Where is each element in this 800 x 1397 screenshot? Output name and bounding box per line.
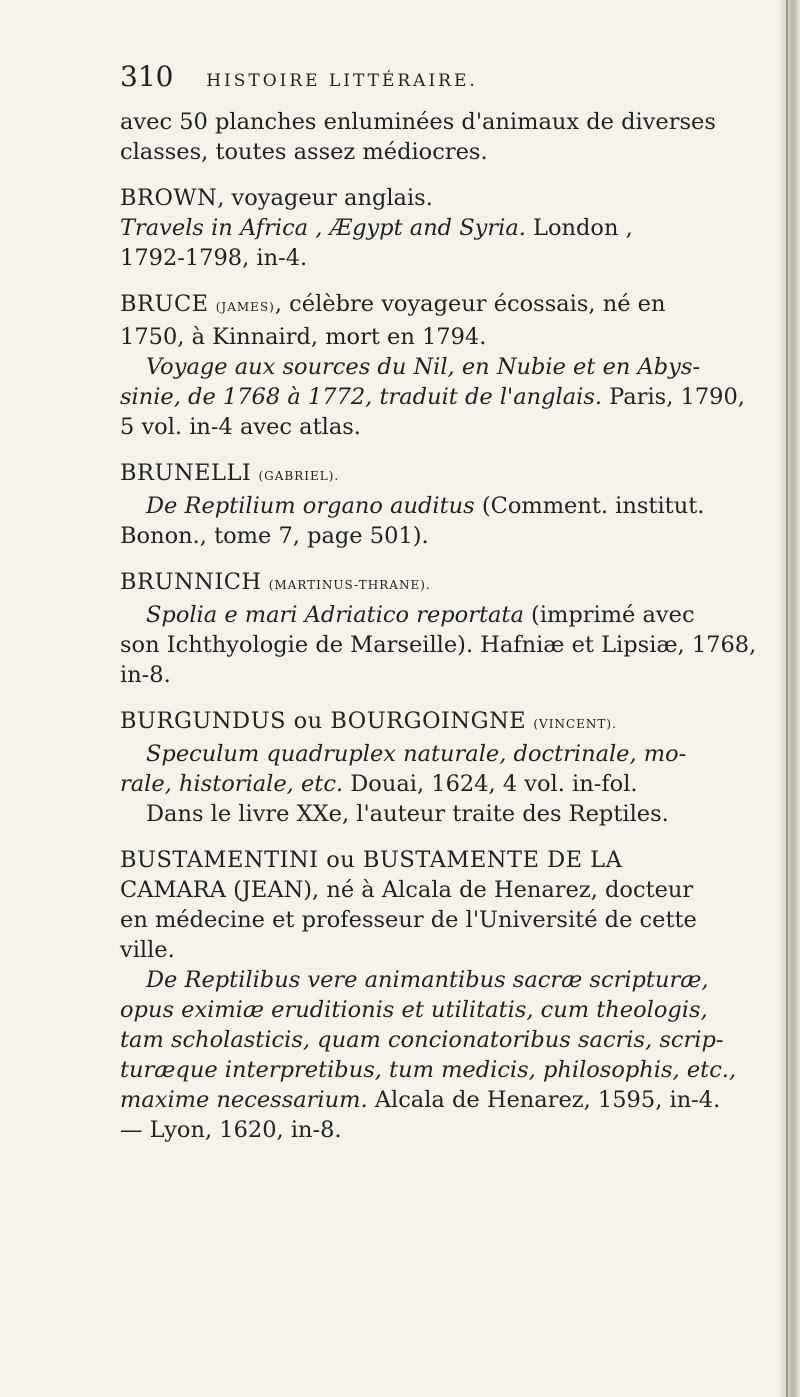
- intro-line: classes, toutes assez médiocres.: [120, 139, 488, 165]
- publication-details: (imprimé avec: [523, 602, 695, 628]
- entry-heading: [120, 567, 780, 600]
- entry-line: [120, 1085, 780, 1115]
- entry-heading: [120, 845, 780, 875]
- publication-details: Alcala de Henarez, 1595, in-4.: [367, 1087, 721, 1113]
- entry-line: [120, 382, 780, 412]
- bibliography-entries: [120, 183, 780, 1145]
- author-name: BURGUNDUS ou BOURGOINGNE: [120, 708, 527, 734]
- publication-details: 1792-1798, in-4.: [120, 245, 308, 271]
- entry-line: [120, 521, 780, 551]
- bibliography-entry: [120, 289, 780, 442]
- entry-line: [120, 739, 780, 769]
- work-title: rale, historiale, etc.: [120, 771, 344, 797]
- publication-details: 1750, à Kinnaird, mort en 1794.: [120, 324, 487, 350]
- publication-details: son Ichthyologie de Marseille). Hafniæ et Lipsiæ, 1768,: [120, 632, 757, 658]
- work-title: maxime necessarium.: [120, 1087, 368, 1113]
- intro-line: avec 50 planches enluminées d'animaux de diverses: [120, 109, 716, 135]
- author-forename: (VINCENT).: [533, 717, 617, 731]
- bibliography-entry: [120, 706, 780, 829]
- entry-heading: [120, 706, 780, 739]
- work-title: Speculum quadruplex naturale, doctrinale, mo-: [146, 741, 687, 767]
- entry-line: [120, 352, 780, 382]
- entry-line: [120, 875, 780, 905]
- author-name: BUSTAMENTINI ou BUSTAMENTE DE LA: [120, 847, 623, 873]
- author-name: BRUCE: [120, 291, 209, 317]
- publication-details: Dans le livre XXe, l'auteur traite des Reptiles.: [146, 801, 669, 827]
- work-title: Voyage aux sources du Nil, en Nubie et en Abys-: [146, 354, 701, 380]
- publication-details: en médecine et professeur de l'Université de cette: [120, 907, 697, 933]
- bibliography-entry: [120, 458, 780, 551]
- work-title: tam scholasticis, quam concionatoribus sacris, scrip-: [120, 1027, 724, 1053]
- publication-details: Douai, 1624, 4 vol. in-fol.: [343, 771, 638, 797]
- author-name: BRUNELLI: [120, 460, 252, 486]
- page-header: [120, 60, 780, 93]
- entry-line: [120, 1055, 780, 1085]
- work-title: De Reptilibus vere animantibus sacræ scripturæ,: [146, 967, 709, 993]
- running-head: HISTOIRE LITTÉRAIRE.: [206, 71, 478, 91]
- publication-details: Paris, 1790,: [602, 384, 745, 410]
- publication-details: Bonon., tome 7, page 501).: [120, 523, 429, 549]
- entry-line: [120, 322, 780, 352]
- entry-line: [120, 660, 780, 690]
- entry-line: [120, 1025, 780, 1055]
- work-title: De Reptilium organo auditus: [146, 493, 475, 519]
- entry-line: [120, 905, 780, 935]
- publication-details: London ,: [525, 215, 633, 241]
- bibliography-entry: [120, 845, 780, 1145]
- publication-details: in-8.: [120, 662, 171, 688]
- publication-details: 5 vol. in-4 avec atlas.: [120, 414, 361, 440]
- author-description: , voyageur anglais.: [217, 185, 433, 211]
- publication-details: — Lyon, 1620, in-8.: [120, 1117, 342, 1143]
- publication-details: CAMARA (JEAN), né à Alcala de Henarez, docteur: [120, 877, 694, 903]
- entry-line: [120, 935, 780, 965]
- entry-line: [120, 243, 780, 273]
- page-number: 310: [120, 60, 174, 93]
- entry-line: [120, 630, 780, 660]
- entry-heading: [120, 183, 780, 213]
- bibliography-entry: [120, 183, 780, 273]
- entry-line: [120, 600, 780, 630]
- author-description: , célèbre voyageur écossais, né en: [274, 291, 666, 317]
- entry-heading: [120, 458, 780, 491]
- entry-line: [120, 412, 780, 442]
- author-forename: (JAMES): [215, 300, 275, 314]
- work-title: sinie, de 1768 à 1772, traduit de l'anglais.: [120, 384, 603, 410]
- entry-line: [120, 995, 780, 1025]
- work-title: opus eximiæ eruditionis et utilitatis, cum theologis,: [120, 997, 708, 1023]
- bibliography-entry: [120, 567, 780, 690]
- author-name: BRUNNICH: [120, 569, 262, 595]
- work-title: turæque interpretibus, tum medicis, philosophis, etc.,: [120, 1057, 737, 1083]
- page-edge-line: [786, 0, 788, 1397]
- publication-details: ville.: [120, 937, 175, 963]
- entry-line: [120, 799, 780, 829]
- page-content: [120, 60, 780, 1145]
- entry-heading: [120, 289, 780, 322]
- author-forename: (MARTINUS-THRANE).: [268, 578, 431, 592]
- work-title: Spolia e mari Adriatico reportata: [146, 602, 524, 628]
- work-title: Travels in Africa , Ægypt and Syria.: [120, 215, 526, 241]
- publication-details: (Comment. institut.: [474, 493, 705, 519]
- entry-line: [120, 769, 780, 799]
- entry-line: [120, 491, 780, 521]
- entry-line: [120, 965, 780, 995]
- page-edge: [778, 0, 800, 1397]
- intro-text: [120, 107, 780, 167]
- author-name: BROWN: [120, 185, 218, 211]
- entry-line: [120, 1115, 780, 1145]
- entry-line: [120, 213, 780, 243]
- author-forename: (GABRIEL).: [258, 469, 340, 483]
